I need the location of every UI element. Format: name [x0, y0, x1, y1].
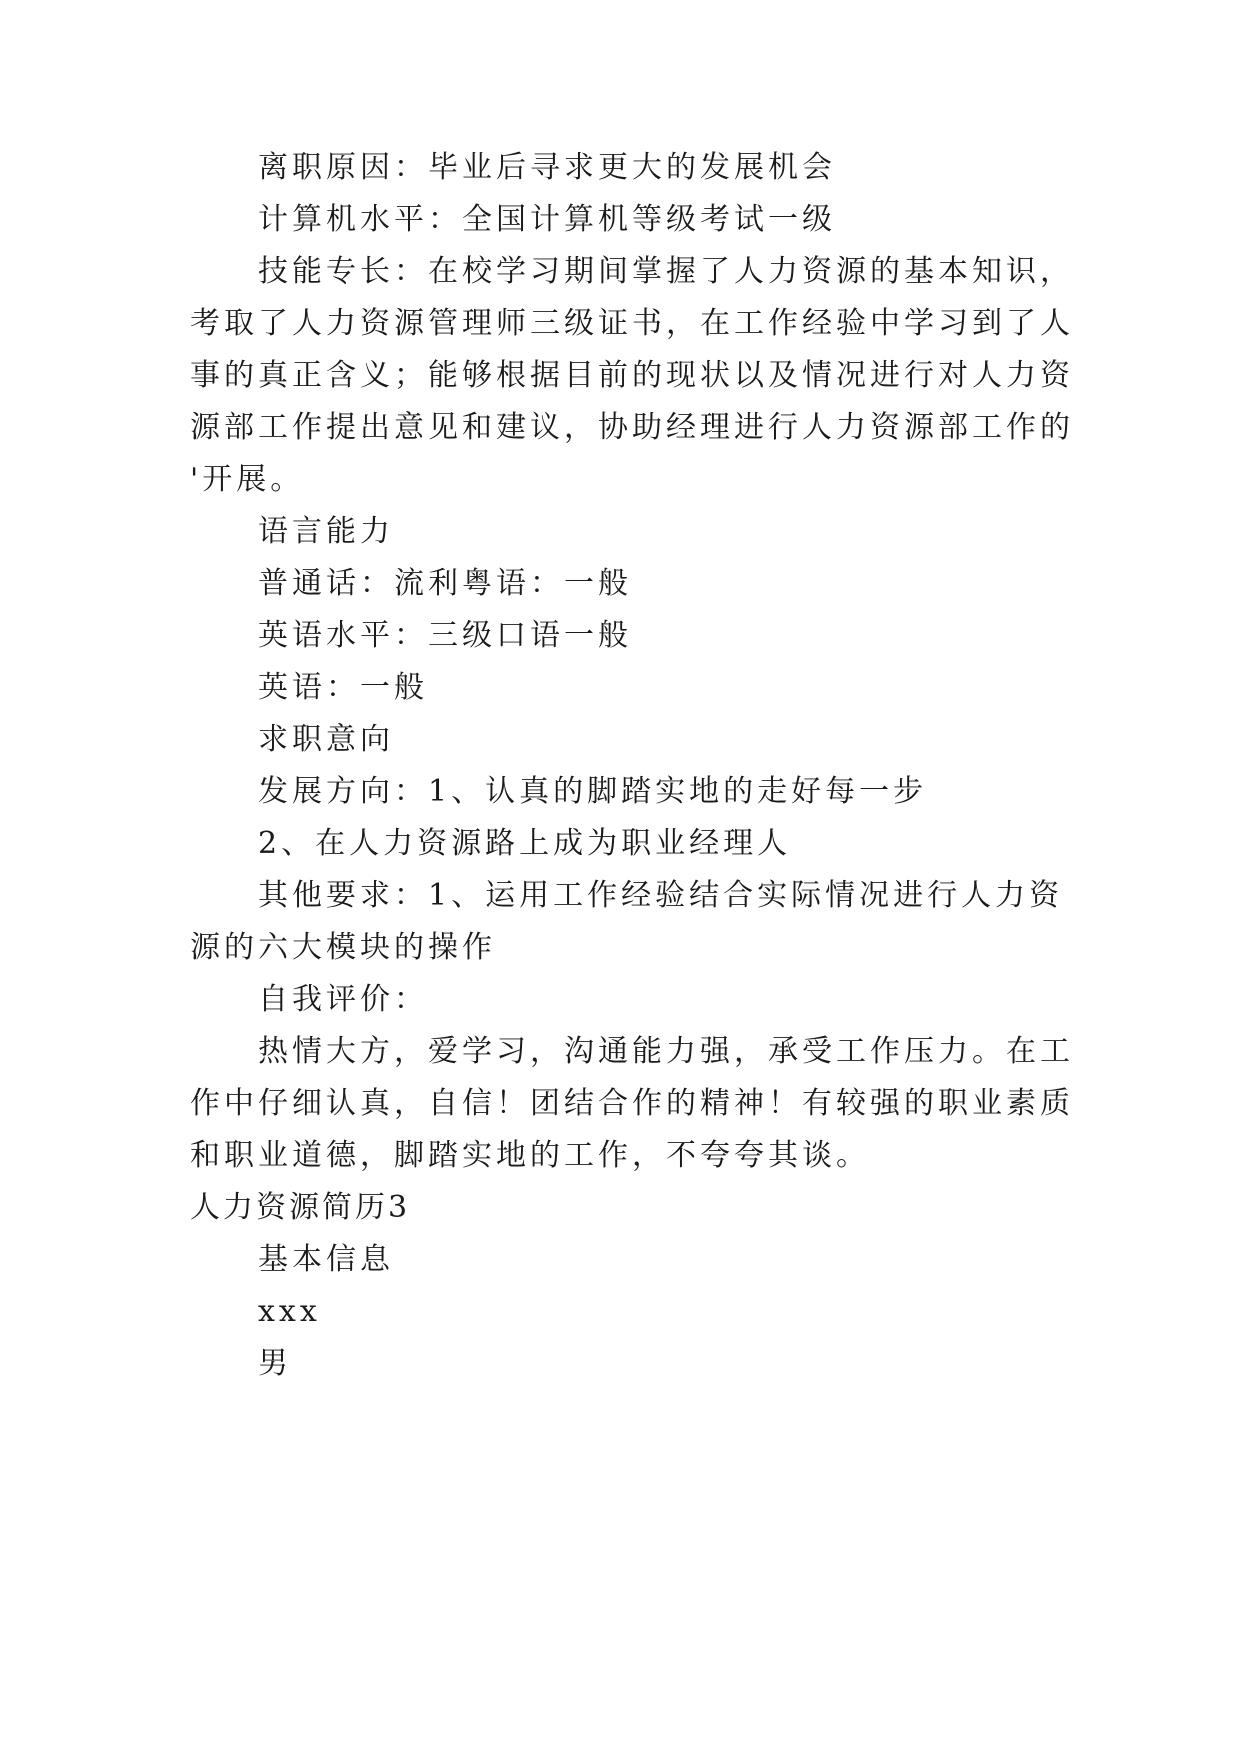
text-line: 计算机水平：全国计算机等级考试一级	[258, 202, 836, 237]
text-line: 英语水平：三级口语一般	[258, 618, 632, 653]
section-heading: 自我评价：	[258, 982, 428, 1017]
section-heading: 语言能力	[258, 514, 394, 549]
text-line: 普通话：流利粤语：一般	[258, 566, 632, 601]
text-line: 男	[258, 1346, 292, 1381]
text-line: 其他要求：1、运用工作经验结合实际情况进行人力资	[258, 878, 1064, 913]
text-line: 发展方向：1、认真的脚踏实地的走好每一步	[258, 774, 928, 809]
document-title: 人力资源简历3	[190, 1190, 411, 1225]
text-line: 技能专长：在校学习期间掌握了人力资源的基本知识，	[258, 254, 1074, 289]
text-line: 和职业道德，脚踏实地的工作，不夸夸其谈。	[190, 1138, 870, 1173]
section-heading: 基本信息	[258, 1242, 394, 1277]
text-line: 作中仔细认真，自信！团结合作的精神！有较强的职业素质	[190, 1086, 1074, 1121]
text-line: 考取了人力资源管理师三级证书，在工作经验中学习到了人	[190, 306, 1074, 341]
text-line: 英语：一般	[258, 670, 428, 705]
text-line: xxx	[258, 1294, 321, 1329]
text-line: '开展。	[190, 462, 305, 497]
text-line: 热情大方，爱学习，沟通能力强，承受工作压力。在工	[258, 1034, 1074, 1069]
text-line: 离职原因：毕业后寻求更大的发展机会	[258, 150, 836, 185]
section-heading: 求职意向	[258, 722, 394, 757]
text-line: 源的六大模块的操作	[190, 930, 496, 965]
text-line: 事的真正含义；能够根据目前的现状以及情况进行对人力资	[190, 358, 1074, 393]
text-line: 2、在人力资源路上成为职业经理人	[258, 826, 792, 861]
text-line: 源部工作提出意见和建议，协助经理进行人力资源部工作的	[190, 410, 1074, 445]
